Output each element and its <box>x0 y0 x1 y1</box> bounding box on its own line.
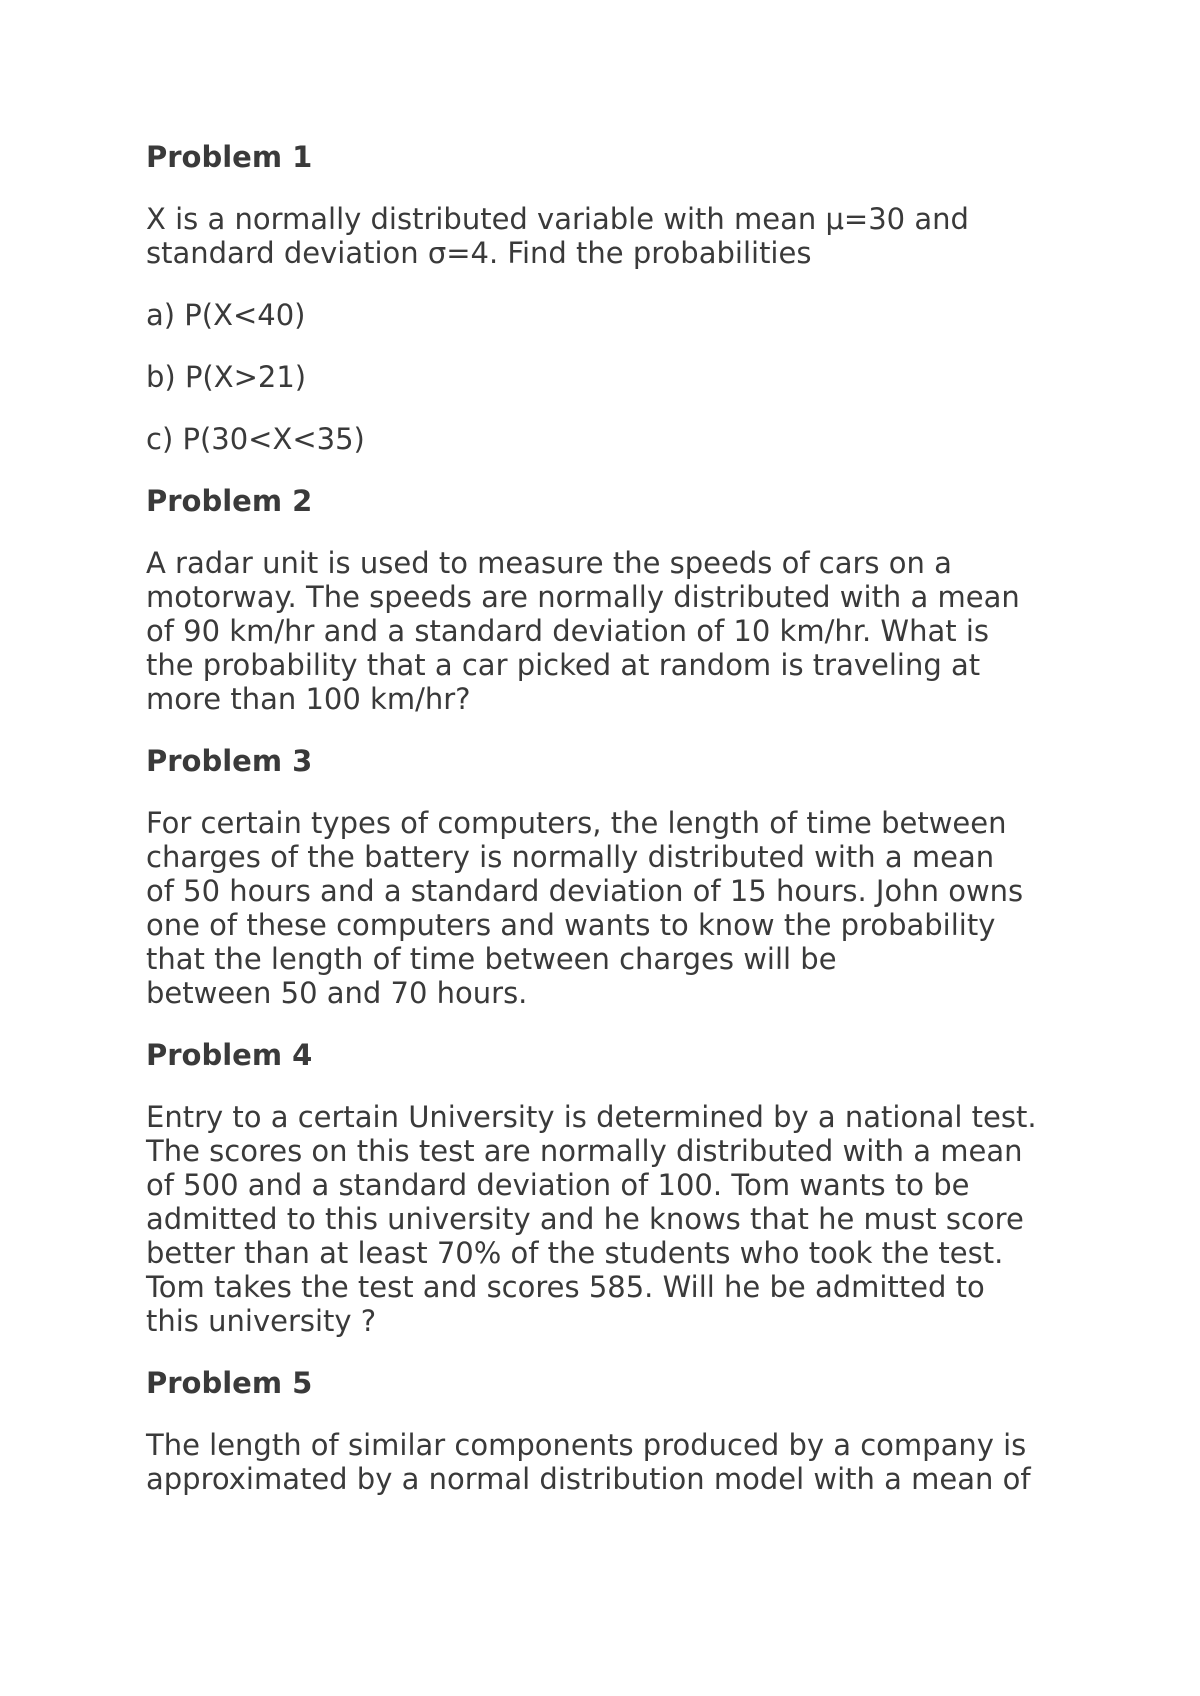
text-line: For certain types of computers, the length of time between <box>146 806 1007 840</box>
problem-paragraph <box>146 422 1076 456</box>
text-line: Tom takes the test and scores 585. Will he be admitted to <box>146 1270 985 1304</box>
text-line: of 500 and a standard deviation of 100. Tom wants to be <box>146 1168 970 1202</box>
problem-title: Problem 1 <box>146 140 313 174</box>
text-line: Entry to a certain University is determined by a national test. <box>146 1100 1037 1134</box>
problem-title: Problem 5 <box>146 1366 313 1400</box>
problem-paragraph <box>146 806 1076 1010</box>
text-line: one of these computers and wants to know the probability <box>146 908 996 942</box>
problem-paragraph <box>146 546 1076 716</box>
text-line: of 50 hours and a standard deviation of 15 hours. John owns <box>146 874 1024 908</box>
text-line: The scores on this test are normally distributed with a mean <box>146 1134 1023 1168</box>
problem-paragraph <box>146 360 1076 394</box>
text-line: between 50 and 70 hours. <box>146 976 528 1010</box>
text-line: of 90 km/hr and a standard deviation of 10 km/hr. What is <box>146 614 990 648</box>
problem-section <box>146 140 1076 456</box>
text-line: a) P(X<40) <box>146 298 306 332</box>
text-line: that the length of time between charges will be <box>146 942 837 976</box>
text-line: admitted to this university and he knows that he must score <box>146 1202 1024 1236</box>
text-line: better than at least 70% of the students who took the test. <box>146 1236 1004 1270</box>
problem-paragraph <box>146 1428 1076 1496</box>
text-line: charges of the battery is normally distributed with a mean <box>146 840 995 874</box>
problem-section <box>146 744 1076 1010</box>
text-line: The length of similar components produced by a company is <box>146 1428 1027 1462</box>
text-line: motorway. The speeds are normally distributed with a mean <box>146 580 1020 614</box>
text-line: A radar unit is used to measure the speeds of cars on a <box>146 546 952 580</box>
text-line: approximated by a normal distribution model with a mean of <box>146 1462 1031 1496</box>
problem-title: Problem 4 <box>146 1038 313 1072</box>
problem-paragraph <box>146 298 1076 332</box>
text-line: X is a normally distributed variable with mean μ=30 and <box>146 202 969 236</box>
text-line: the probability that a car picked at random is traveling at <box>146 648 981 682</box>
text-line: b) P(X>21) <box>146 360 307 394</box>
problem-section <box>146 1038 1076 1338</box>
text-line: standard deviation σ=4. Find the probabilities <box>146 236 812 270</box>
document-page <box>146 140 1076 1524</box>
text-line: c) P(30<X<35) <box>146 422 365 456</box>
problem-title: Problem 3 <box>146 744 313 778</box>
problem-section <box>146 1366 1076 1496</box>
text-line: this university ? <box>146 1304 377 1338</box>
problem-paragraph <box>146 1100 1076 1338</box>
text-line: more than 100 km/hr? <box>146 682 471 716</box>
problem-paragraph <box>146 202 1076 270</box>
problem-title: Problem 2 <box>146 484 313 518</box>
problem-section <box>146 484 1076 716</box>
